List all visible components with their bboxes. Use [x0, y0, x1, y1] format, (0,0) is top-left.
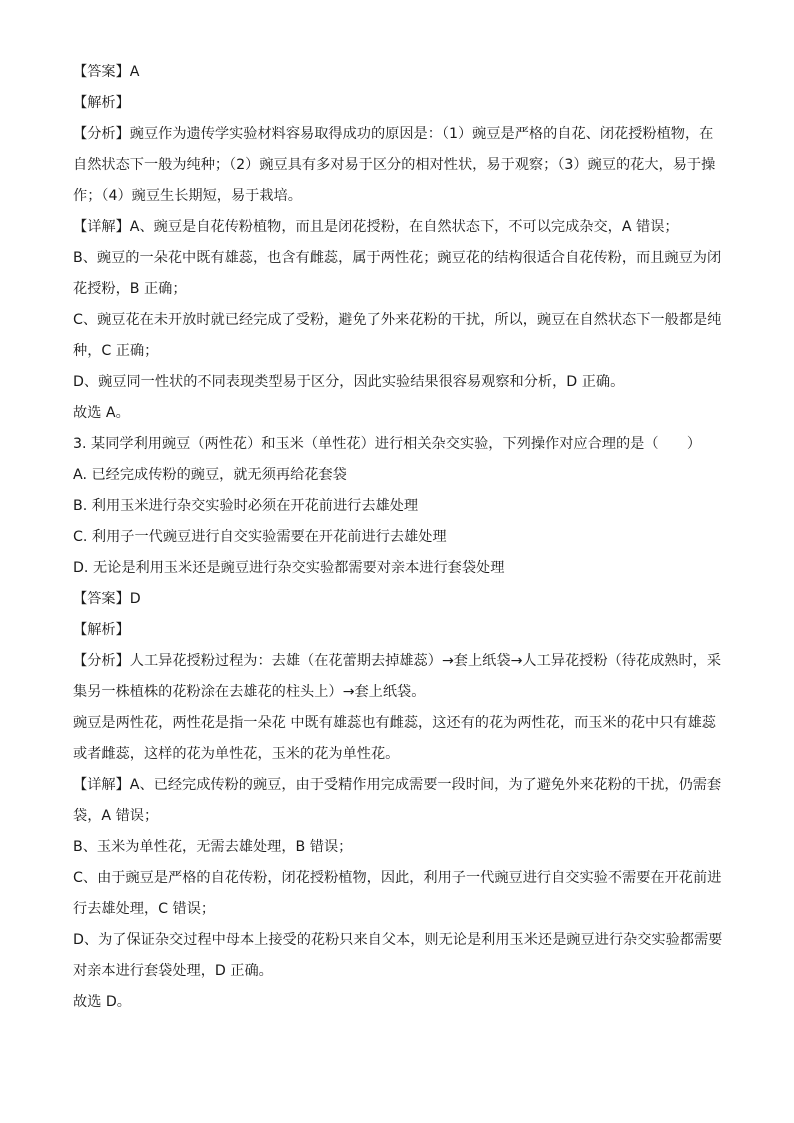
xiangjie-line-2g: 对亲本进行套袋处理，D 正确。: [73, 963, 273, 979]
xiangjie-line-2a: 【详解】A、已经完成传粉的豌豆，由于受精作用完成需要一段时间，为了避免外来花粉的干扰，仍需套: [73, 777, 722, 793]
xiangjie-line-1d: C、豌豆花在未开放时就已经完成了受粉，避免了外来花粉的干扰，所以，豌豆在自然状态下一般都是纯: [73, 312, 722, 328]
xiangjie-line-2c: B、玉米为单性花，无需去雄处理，B 错误；: [73, 839, 353, 855]
fenxi-line-2c: 豌豆是两性花，两性花是指一朵花 中既有雄蕊也有雌蕊，这还有的花为两性花，而玉米的花中只有雄蕊: [73, 715, 716, 731]
fenxi-line-2a: 【分析】人工异花授粉过程为：去雄（在花蕾期去掉雄蕊）→套上纸袋→人工异花授粉（待花成熟时，采: [73, 653, 722, 669]
question-3-option-d: D. 无论是利用玉米还是豌豆进行杂交实验都需要对亲本进行套袋处理: [73, 560, 505, 576]
fenxi-line-1b: 自然状态下一般为纯种；（2）豌豆具有多对易于区分的相对性状，易于观察；（3）豌豆的花大，易于操: [73, 157, 716, 173]
conclusion-line-2: 故选 D。: [73, 994, 131, 1010]
fenxi-line-2d: 或者雌蕊，这样的花为单性花，玉米的花为单性花。: [73, 746, 400, 762]
xiangjie-line-1b: B、豌豆的一朵花中既有雄蕊，也含有雌蕊，属于两性花；豌豆花的结构很适合自花传粉，而且豌豆为闭: [73, 250, 722, 266]
conclusion-line-1: 故选 A。: [73, 405, 130, 421]
xiangjie-line-1e: 种，C 正确；: [73, 343, 159, 359]
question-3-stem: 3. 某同学利用豌豆（两性花）和玉米（单性花）进行相关杂交实验，下列操作对应合理的是（ ）: [73, 436, 702, 452]
fenxi-line-2b: 集另一株植株的花粉涂在去雄花的柱头上）→套上纸袋。: [73, 684, 426, 700]
answer-line-1: 【答案】A: [73, 64, 140, 80]
xiangjie-line-1f: D、豌豆同一性状的不同表现类型易于区分，因此实验结果很容易观察和分析，D 正确。: [73, 374, 625, 390]
question-3-option-c: C. 利用子一代豌豆进行自交实验需要在开花前进行去雄处理: [73, 529, 447, 545]
xiangjie-line-2d: C、由于豌豆是严格的自花传粉，闭花授粉植物，因此，利用子一代豌豆进行自交实验不需要在开花前进: [73, 870, 722, 886]
xiangjie-line-2f: D、为了保证杂交过程中母本上接受的花粉只来自父本，则无论是利用玉米还是豌豆进行杂交实验都需要: [73, 932, 723, 948]
xiangjie-line-2e: 行去雄处理，C 错误；: [73, 901, 216, 917]
fenxi-line-1a: 【分析】豌豆作为遗传学实验材料容易取得成功的原因是：（1）豌豆是严格的自花、闭花授粉植物，在: [73, 126, 714, 142]
xiangjie-line-1a: 【详解】A、豌豆是自花传粉植物，而且是闭花授粉，在自然状态下，不可以完成杂交，A 错误；: [73, 219, 679, 235]
analysis-heading-2: 【解析】: [73, 622, 130, 638]
analysis-heading-1: 【解析】: [73, 95, 130, 111]
question-3-option-a: A. 已经完成传粉的豌豆，就无须再给花套袋: [73, 467, 347, 483]
question-3-option-b: B. 利用玉米进行杂交实验时必须在开花前进行去雄处理: [73, 498, 419, 514]
answer-line-2: 【答案】D: [73, 591, 141, 607]
fenxi-line-1c: 作；（4）豌豆生长期短，易于栽培。: [73, 188, 302, 204]
xiangjie-line-2b: 袋，A 错误；: [73, 808, 159, 824]
xiangjie-line-1c: 花授粉，B 正确；: [73, 281, 187, 297]
